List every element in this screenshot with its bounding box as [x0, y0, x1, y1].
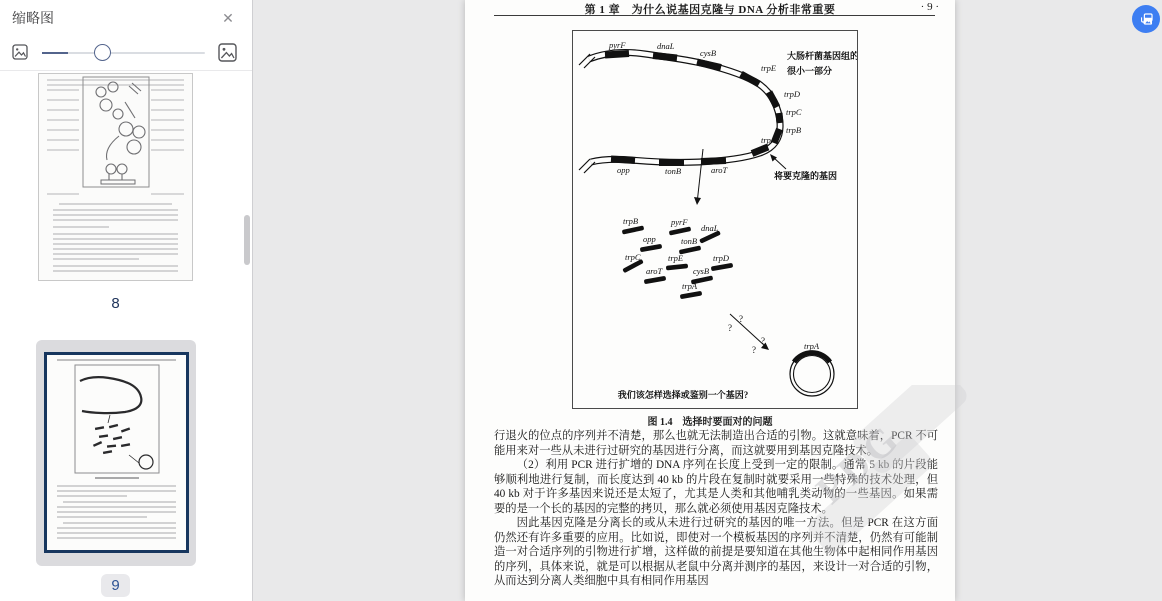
chromosome-gene-label: dnaL [657, 41, 675, 51]
slider-handle[interactable] [94, 44, 111, 61]
fragment-gene-label: trpB [623, 216, 639, 226]
plasmid [790, 352, 834, 396]
document-page [465, 0, 955, 601]
fragment-gene-label: pyrF [671, 217, 688, 227]
figure-caption: 图 1.4 选择时要面对的问题 [647, 417, 773, 428]
sidebar-scrollbar-thumb[interactable] [244, 215, 250, 265]
sidebar-divider [0, 70, 252, 71]
thumbnail-size-toolbar [0, 36, 252, 70]
thumbnail-page-9-selected[interactable] [36, 340, 196, 566]
genome-note-line2: 很小一部分 [787, 66, 833, 76]
thumbnail-page-9-preview [47, 355, 186, 550]
fragment-gene-label: cysB [693, 266, 710, 276]
fragment-gene-label: dnaL [701, 223, 719, 233]
figure-1-4 [572, 30, 858, 409]
fragment-gene-label: trpE [668, 253, 684, 263]
chromosome-gene-label: aroT [711, 165, 728, 175]
fragment-gene-label: trpA [682, 281, 698, 291]
question-mark: ? [739, 314, 743, 324]
watermark-text: PDG [807, 414, 910, 513]
chromosome-gene-label: cysB [700, 48, 717, 58]
chromosome-gene-label: tonB [665, 166, 682, 176]
digestion-arrow [694, 149, 703, 205]
sidebar-title: 缩略图 [12, 10, 54, 26]
close-icon[interactable]: ✕ [222, 10, 234, 26]
chromosome-gene-label: trpD [784, 89, 801, 99]
fragment-gene-label: opp [643, 234, 656, 244]
thumbnail-sidebar [0, 0, 253, 601]
chromosome-gene-label: trpB [786, 125, 802, 135]
fragment-gene-label: aroT [646, 266, 663, 276]
chromosome-gene-label: opp [617, 165, 630, 175]
question-mark: ? [752, 345, 756, 355]
sidebar-header [0, 0, 252, 36]
paragraph: （2）利用 PCR 进行扩增的 DNA 序列在长度上受到一定的限制。通常 5 kb 的片段能够顺利地进行复制，而长度达到 40 kb 的片段在复制时就要采用一些特殊的技术处理，但 40 kb 对于许多基因来说还是太短了，尤其是人类和其他哺乳类动物的一些基因。如果需要的是一个长的基因的完整的拷贝，那么就必须使用基因克隆技术。 [494, 459, 938, 515]
genome-note-line1: 大肠杆菌基因组的 [787, 51, 857, 61]
header-rule [494, 15, 935, 16]
fragment-gene-label: trpC [625, 252, 641, 262]
small-thumbnail-icon[interactable] [12, 44, 28, 65]
gene-segments [605, 54, 780, 163]
image-export-icon [1138, 11, 1155, 28]
clone-note: 将要克隆的基因 [774, 171, 838, 181]
clone-note-arrow [770, 154, 786, 169]
extract-images-button[interactable] [1132, 5, 1160, 33]
fragment-gene-label: trpD [713, 253, 730, 263]
figure-question-text: 我们该怎样选择或鉴别一个基因? [617, 390, 749, 400]
thumbnail-page-9-number[interactable]: 9 [101, 574, 130, 597]
thumbnail-page-8-number[interactable]: 8 [111, 295, 120, 312]
chromosome-gene-label: pyrF [609, 40, 626, 50]
chromosome-gene-label: trpA [761, 135, 777, 145]
paragraph: 行退火的位点的序列并不清楚，那么也就无法制造出合适的引物。这就意味着，PCR 不可能用来对一些从未进行过研究的基因进行分离，而这就要用到基因克隆技术。 [494, 430, 938, 457]
chromosome-gene-label: trpE [761, 63, 777, 73]
thumbnail-page-8-preview [39, 74, 192, 280]
slider-fill [42, 52, 68, 54]
thumbnail-page-8[interactable] [38, 73, 193, 281]
thumbnail-size-slider[interactable] [42, 52, 205, 54]
thumbnail-page-9-page [44, 352, 189, 553]
running-header: 第 1 章 为什么说基因克隆与 DNA 分析非常重要 [584, 4, 836, 16]
continuation-marks [579, 54, 595, 173]
large-thumbnail-icon[interactable] [218, 43, 237, 67]
chromosome-inner [589, 52, 780, 162]
question-mark: ? [728, 323, 732, 333]
running-page-number: · 9 · [920, 1, 939, 13]
chromosome-gene-label: trpC [786, 107, 802, 117]
chromosome-outline [589, 52, 780, 162]
paragraph: 因此基因克隆是分离长的或从未进行过研究的基因的唯一方法。但是 PCR 在这方面仍然还有许多重要的应用。比如说，即使对一个模板基因的序列并不清楚，仍然有可能制造一对合适序列的引物进行扩增，这样做的前提是要知道在其他生物体中起相同作用基因的序列，具体来说，就是可以根据从老鼠中分离并测序的基因，来设计一对合适的引物，从而达到分离人类细胞中具有相同作用基因 [494, 517, 938, 588]
question-mark: ? [761, 336, 765, 346]
plasmid-gene-label: trpA [804, 341, 820, 351]
fragment-gene-label: tonB [681, 236, 698, 246]
figure-1-4-diagram [573, 31, 857, 408]
body-text [494, 429, 938, 589]
